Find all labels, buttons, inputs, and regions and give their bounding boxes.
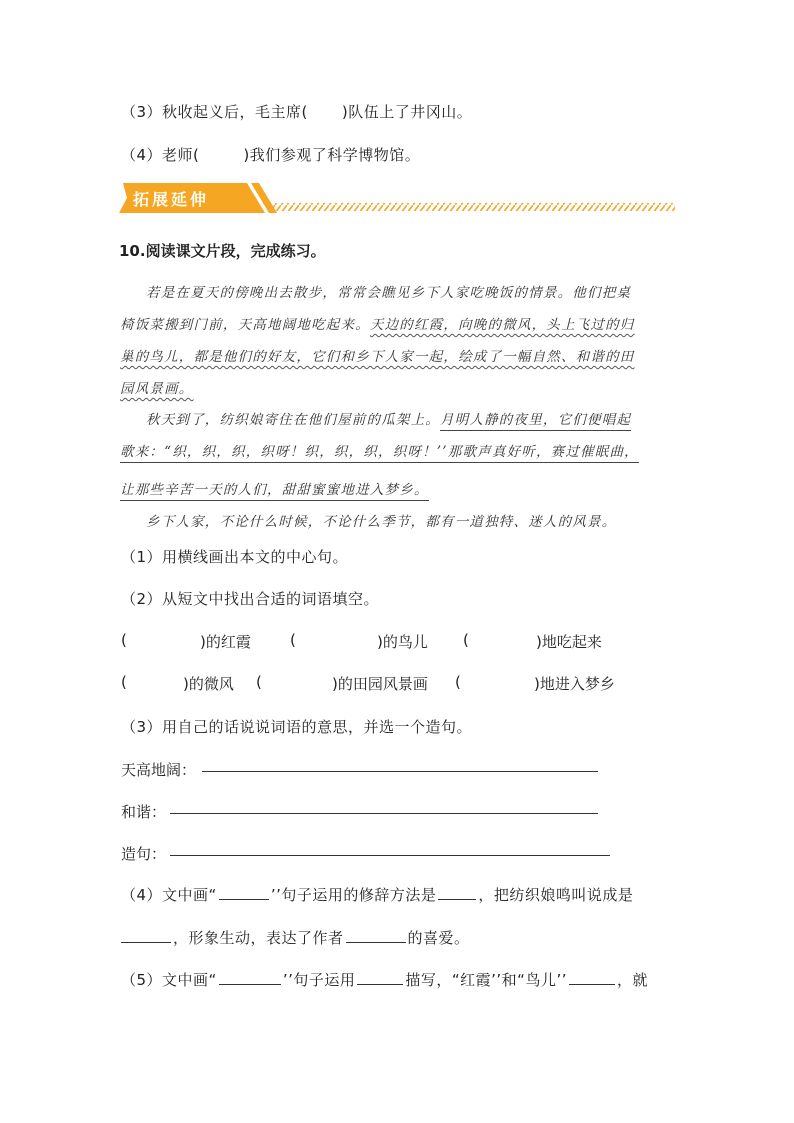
fill-r1-text-2: )的鸟儿	[377, 633, 428, 651]
passage-p2-line1-plain: 秋天到了，纺织娘寄住在他们屋前的瓜架上。	[146, 412, 440, 428]
item-4-prefix: （4）老师(	[121, 146, 200, 164]
sentence-answer-line[interactable]	[170, 855, 610, 856]
passage-p2-line3-underline: 让那些辛苦一天的人们，甜甜蜜蜜地进入梦乡。	[120, 482, 429, 501]
passage-p1-line3	[120, 345, 635, 365]
fill-r2-text-2: )的田园风景画	[332, 675, 428, 693]
q4-blank-2[interactable]	[438, 898, 476, 900]
passage-p1-line4	[120, 377, 194, 397]
item-4	[121, 144, 420, 165]
sub-question-3: （3）用自己的话说说词语的意思，并选一个造句。	[121, 718, 473, 736]
fill-r1-open-2: (	[290, 631, 296, 649]
q5-part-a: （5）文中画“	[121, 971, 217, 989]
fill-r2-open-1: (	[121, 673, 127, 691]
fill-r2-text-1: )的微风	[183, 675, 234, 693]
passage-p2-line3	[120, 478, 429, 498]
fill-r1-open-3: (	[463, 631, 469, 649]
sub-question-4-line1	[121, 884, 633, 905]
passage-p3: 乡下人家，不论什么时候，不论什么季节，都有一道独特、迷人的风景。	[146, 514, 617, 530]
item-3-suffix: )队伍上了井冈山。	[341, 103, 473, 121]
passage-p1-line2-plain: 椅饭菜搬到门前，天高地阔地吃起来。	[120, 317, 370, 333]
q4-part-a: （4）文中画“	[121, 886, 217, 904]
q5-part-d: ，就	[617, 971, 649, 989]
passage-p1-line2	[120, 313, 635, 333]
q4-part-b: ’’句子运用的修辞方法是	[270, 886, 437, 904]
word-3-label: 造句：	[121, 845, 167, 863]
fill-r1-text-1: )的红霞	[200, 633, 251, 651]
q4-blank-1[interactable]	[219, 898, 269, 900]
section-banner	[119, 181, 679, 215]
q5-part-c: 描写，“红霞’’和“鸟儿’’	[405, 971, 567, 989]
passage-p2-line2-underline: 歌来：“织，织，织，织呀！织，织，织，织呀！’’那歌声真好听，赛过催眠曲，	[120, 444, 639, 463]
passage-p1-line4-wave: 园风景画。	[120, 381, 194, 397]
item-4-suffix: )我们参观了科学博物馆。	[243, 146, 421, 164]
q5-blank-2[interactable]	[357, 983, 403, 985]
fill-r2-open-3: (	[455, 673, 461, 691]
word-1-label: 天高地阔：	[121, 761, 197, 779]
fill-r2-open-2: (	[256, 673, 262, 691]
sub-question-1: （1）用横线画出本文的中心句。	[121, 548, 349, 566]
passage-p2-line1	[146, 408, 631, 428]
passage-p2-line2	[120, 440, 639, 460]
q4-blank-4[interactable]	[346, 941, 406, 943]
fill-r1-open-1: (	[121, 631, 127, 649]
fill-r1-text-3: )地吃起来	[536, 633, 602, 651]
question-title: 10.阅读课文片段，完成练习。	[119, 242, 326, 260]
q4-blank-3[interactable]	[121, 941, 171, 943]
word-1-answer-line[interactable]	[202, 771, 598, 772]
q5-blank-3[interactable]	[569, 983, 615, 985]
item-3	[121, 101, 472, 122]
q4-part-d: ，形象生动，表达了作者	[173, 929, 344, 947]
word-2-label: 和谐：	[121, 803, 167, 821]
sub-question-2: （2）从短文中找出合适的词语填空。	[121, 590, 380, 608]
passage-p1-line2-wave: 天边的红霞，向晚的微风，头上飞过的归	[369, 317, 635, 333]
q4-part-c: ，把纺织娘鸣叫说成是	[478, 886, 634, 904]
item-3-prefix: （3）秋收起义后，毛主席(	[121, 103, 308, 121]
q5-blank-1[interactable]	[219, 983, 281, 985]
sub-question-5	[121, 969, 648, 990]
q5-part-b: ’’句子运用	[282, 971, 356, 989]
fill-r2-text-3: )地进入梦乡	[534, 675, 615, 693]
q4-part-e: 的喜爱。	[407, 929, 470, 947]
passage-p2-line1-underline: 月明人静的夜里，它们便唱起	[440, 412, 631, 431]
section-title: 拓展延伸	[133, 190, 210, 209]
sub-question-4-line2	[121, 927, 470, 948]
passage-p1-line3-wave: 巢的鸟儿，都是他们的好友，它们和乡下人家一起，绘成了一幅自然、和谐的田	[120, 349, 635, 365]
passage-p1-line1: 若是在夏天的傍晚出去散步，常常会瞧见乡下人家吃晚饭的情景。他们把桌	[146, 285, 632, 301]
word-2-answer-line[interactable]	[170, 813, 598, 814]
